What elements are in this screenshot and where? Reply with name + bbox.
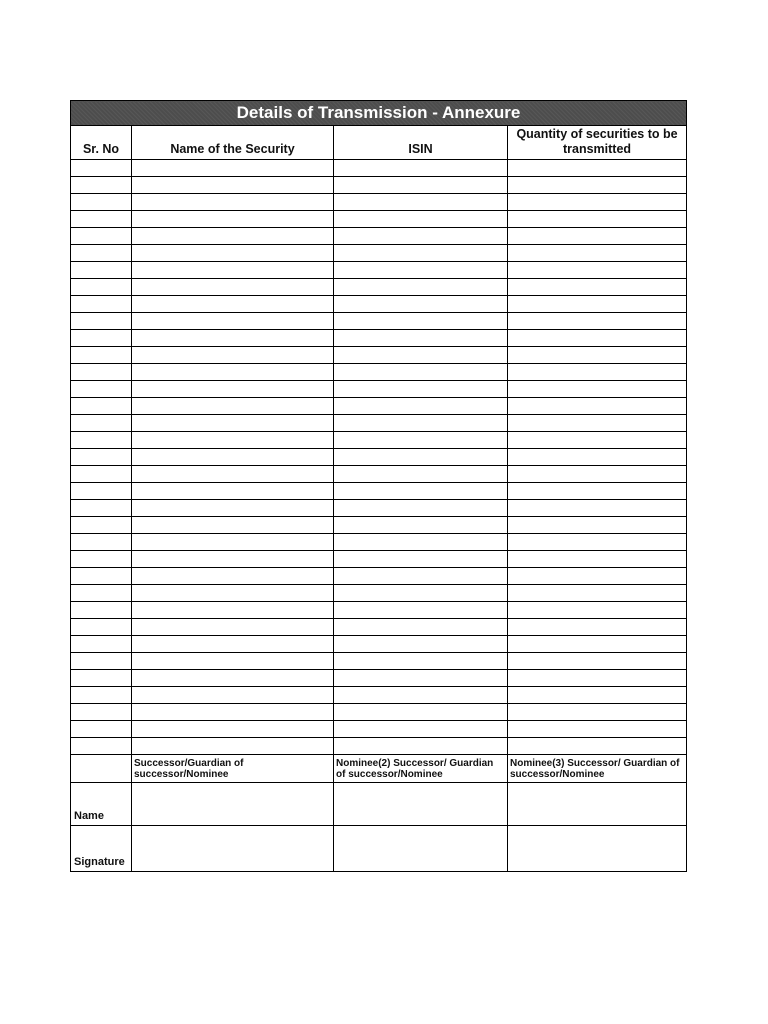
isin-cell[interactable] — [334, 517, 508, 534]
quantity-cell[interactable] — [508, 330, 687, 347]
security-name-cell[interactable] — [132, 636, 334, 653]
quantity-cell[interactable] — [508, 670, 687, 687]
security-name-cell[interactable] — [132, 432, 334, 449]
security-name-cell[interactable] — [132, 330, 334, 347]
security-name-cell[interactable] — [132, 177, 334, 194]
isin-cell[interactable] — [334, 483, 508, 500]
sr-no-cell[interactable] — [71, 347, 132, 364]
name-field-nominee-2[interactable] — [334, 783, 508, 826]
security-name-cell[interactable] — [132, 211, 334, 228]
table-row — [71, 262, 687, 279]
sr-no-cell[interactable] — [71, 245, 132, 262]
table-row — [71, 687, 687, 704]
quantity-cell[interactable] — [508, 500, 687, 517]
table-row — [71, 721, 687, 738]
isin-cell[interactable] — [334, 449, 508, 466]
sr-no-cell[interactable] — [71, 704, 132, 721]
sr-no-cell[interactable] — [71, 194, 132, 211]
quantity-cell[interactable] — [508, 449, 687, 466]
quantity-cell[interactable] — [508, 517, 687, 534]
security-name-cell[interactable] — [132, 262, 334, 279]
signatory-header-nominee-2: Nominee(2) Successor/ Guardian of successor/Nominee — [334, 755, 508, 783]
sr-no-cell[interactable] — [71, 160, 132, 177]
sr-no-cell[interactable] — [71, 330, 132, 347]
quantity-cell[interactable] — [508, 619, 687, 636]
table-row — [71, 313, 687, 330]
security-name-cell[interactable] — [132, 449, 334, 466]
signature-label: Signature — [71, 826, 132, 872]
table-row — [71, 415, 687, 432]
security-name-cell[interactable] — [132, 738, 334, 755]
table-row — [71, 602, 687, 619]
table-row — [71, 500, 687, 517]
table-title: Details of Transmission - Annexure — [71, 101, 687, 126]
sr-no-cell[interactable] — [71, 738, 132, 755]
security-name-cell[interactable] — [132, 364, 334, 381]
table-row — [71, 364, 687, 381]
quantity-cell[interactable] — [508, 415, 687, 432]
isin-cell[interactable] — [334, 738, 508, 755]
quantity-cell[interactable] — [508, 398, 687, 415]
table-row — [71, 432, 687, 449]
sr-no-cell[interactable] — [71, 466, 132, 483]
quantity-cell[interactable] — [508, 228, 687, 245]
sr-no-cell[interactable] — [71, 211, 132, 228]
name-row — [71, 783, 687, 826]
isin-cell[interactable] — [334, 313, 508, 330]
column-header-sr-no: Sr. No — [71, 126, 132, 160]
isin-cell[interactable] — [334, 619, 508, 636]
table-row — [71, 517, 687, 534]
table-row — [71, 296, 687, 313]
sr-no-cell[interactable] — [71, 262, 132, 279]
quantity-cell[interactable] — [508, 313, 687, 330]
security-name-cell[interactable] — [132, 347, 334, 364]
sr-no-cell[interactable] — [71, 517, 132, 534]
security-name-cell[interactable] — [132, 279, 334, 296]
security-name-cell[interactable] — [132, 704, 334, 721]
sr-no-cell[interactable] — [71, 483, 132, 500]
isin-cell[interactable] — [334, 330, 508, 347]
signature-field-nominee-3[interactable] — [508, 826, 687, 872]
sr-no-cell[interactable] — [71, 670, 132, 687]
sr-no-cell[interactable] — [71, 568, 132, 585]
security-name-cell[interactable] — [132, 687, 334, 704]
name-label: Name — [71, 783, 132, 826]
isin-cell[interactable] — [334, 687, 508, 704]
name-field-nominee-3[interactable] — [508, 783, 687, 826]
table-row — [71, 347, 687, 364]
quantity-cell[interactable] — [508, 262, 687, 279]
transmission-annexure-table — [70, 100, 687, 872]
sr-no-cell[interactable] — [71, 398, 132, 415]
security-name-cell[interactable] — [132, 585, 334, 602]
table-row — [71, 619, 687, 636]
table-row — [71, 228, 687, 245]
column-header-quantity: Quantity of securities to be transmitted — [508, 126, 687, 160]
security-name-cell[interactable] — [132, 534, 334, 551]
quantity-cell[interactable] — [508, 194, 687, 211]
isin-cell[interactable] — [334, 211, 508, 228]
security-name-cell[interactable] — [132, 466, 334, 483]
table-row — [71, 466, 687, 483]
quantity-cell[interactable] — [508, 636, 687, 653]
isin-cell[interactable] — [334, 381, 508, 398]
isin-cell[interactable] — [334, 279, 508, 296]
security-name-cell[interactable] — [132, 619, 334, 636]
quantity-cell[interactable] — [508, 483, 687, 500]
isin-cell[interactable] — [334, 177, 508, 194]
isin-cell[interactable] — [334, 364, 508, 381]
table-row — [71, 330, 687, 347]
signatory-header-row — [71, 755, 687, 783]
isin-cell[interactable] — [334, 602, 508, 619]
security-name-cell[interactable] — [132, 551, 334, 568]
security-name-cell[interactable] — [132, 194, 334, 211]
quantity-cell[interactable] — [508, 466, 687, 483]
sr-no-cell[interactable] — [71, 687, 132, 704]
security-name-cell[interactable] — [132, 381, 334, 398]
table-row — [71, 194, 687, 211]
table-row — [71, 483, 687, 500]
quantity-cell[interactable] — [508, 653, 687, 670]
table-row — [71, 551, 687, 568]
quantity-cell[interactable] — [508, 347, 687, 364]
security-name-cell[interactable] — [132, 228, 334, 245]
table-row — [71, 738, 687, 755]
security-name-cell[interactable] — [132, 721, 334, 738]
isin-cell[interactable] — [334, 194, 508, 211]
sr-no-cell[interactable] — [71, 415, 132, 432]
quantity-cell[interactable] — [508, 602, 687, 619]
sr-no-cell[interactable] — [71, 364, 132, 381]
isin-cell[interactable] — [334, 466, 508, 483]
quantity-cell[interactable] — [508, 245, 687, 262]
isin-cell[interactable] — [334, 500, 508, 517]
table-row — [71, 636, 687, 653]
security-name-cell[interactable] — [132, 517, 334, 534]
table-row — [71, 449, 687, 466]
quantity-cell[interactable] — [508, 551, 687, 568]
isin-cell[interactable] — [334, 415, 508, 432]
quantity-cell[interactable] — [508, 381, 687, 398]
isin-cell[interactable] — [334, 670, 508, 687]
name-field-successor[interactable] — [132, 783, 334, 826]
sr-no-cell[interactable] — [71, 653, 132, 670]
isin-cell[interactable] — [334, 228, 508, 245]
quantity-cell[interactable] — [508, 296, 687, 313]
sr-no-cell[interactable] — [71, 279, 132, 296]
table-row — [71, 585, 687, 602]
signatory-header-blank — [71, 755, 132, 783]
isin-cell[interactable] — [334, 347, 508, 364]
security-name-cell[interactable] — [132, 398, 334, 415]
quantity-cell[interactable] — [508, 160, 687, 177]
table-row — [71, 670, 687, 687]
isin-cell[interactable] — [334, 551, 508, 568]
security-name-cell[interactable] — [132, 483, 334, 500]
table-row — [71, 568, 687, 585]
isin-cell[interactable] — [334, 704, 508, 721]
table-row — [71, 534, 687, 551]
sr-no-cell[interactable] — [71, 636, 132, 653]
sr-no-cell[interactable] — [71, 500, 132, 517]
isin-cell[interactable] — [334, 568, 508, 585]
table-row — [71, 211, 687, 228]
sr-no-cell[interactable] — [71, 534, 132, 551]
quantity-cell[interactable] — [508, 721, 687, 738]
quantity-cell[interactable] — [508, 568, 687, 585]
table-row — [71, 704, 687, 721]
table-row — [71, 653, 687, 670]
isin-cell[interactable] — [334, 262, 508, 279]
sr-no-cell[interactable] — [71, 449, 132, 466]
security-name-cell[interactable] — [132, 670, 334, 687]
sr-no-cell[interactable] — [71, 381, 132, 398]
quantity-cell[interactable] — [508, 534, 687, 551]
security-name-cell[interactable] — [132, 245, 334, 262]
quantity-cell[interactable] — [508, 364, 687, 381]
quantity-cell[interactable] — [508, 279, 687, 296]
security-name-cell[interactable] — [132, 160, 334, 177]
signatory-header-successor: Successor/Guardian of successor/Nominee — [132, 755, 334, 783]
security-name-cell[interactable] — [132, 296, 334, 313]
column-header-security-name: Name of the Security — [132, 126, 334, 160]
column-header-isin: ISIN — [334, 126, 508, 160]
isin-cell[interactable] — [334, 721, 508, 738]
sr-no-cell[interactable] — [71, 721, 132, 738]
sr-no-cell[interactable] — [71, 296, 132, 313]
quantity-cell[interactable] — [508, 738, 687, 755]
table-row — [71, 279, 687, 296]
isin-cell[interactable] — [334, 296, 508, 313]
table-row — [71, 245, 687, 262]
sr-no-cell[interactable] — [71, 432, 132, 449]
sr-no-cell[interactable] — [71, 228, 132, 245]
table-row — [71, 177, 687, 194]
sr-no-cell[interactable] — [71, 177, 132, 194]
security-name-cell[interactable] — [132, 500, 334, 517]
sr-no-cell[interactable] — [71, 313, 132, 330]
table-row — [71, 381, 687, 398]
security-name-cell[interactable] — [132, 568, 334, 585]
quantity-cell[interactable] — [508, 177, 687, 194]
quantity-cell[interactable] — [508, 687, 687, 704]
sr-no-cell[interactable] — [71, 602, 132, 619]
signature-field-nominee-2[interactable] — [334, 826, 508, 872]
isin-cell[interactable] — [334, 432, 508, 449]
quantity-cell[interactable] — [508, 585, 687, 602]
isin-cell[interactable] — [334, 585, 508, 602]
quantity-cell[interactable] — [508, 211, 687, 228]
column-header-row — [71, 126, 687, 160]
signatory-header-nominee-3: Nominee(3) Successor/ Guardian of successor/Nominee — [508, 755, 687, 783]
quantity-cell[interactable] — [508, 432, 687, 449]
sr-no-cell[interactable] — [71, 619, 132, 636]
isin-cell[interactable] — [334, 398, 508, 415]
isin-cell[interactable] — [334, 534, 508, 551]
table-row — [71, 160, 687, 177]
security-name-cell[interactable] — [132, 415, 334, 432]
sr-no-cell[interactable] — [71, 585, 132, 602]
signature-row — [71, 826, 687, 872]
isin-cell[interactable] — [334, 160, 508, 177]
isin-cell[interactable] — [334, 653, 508, 670]
table-row — [71, 398, 687, 415]
security-name-cell[interactable] — [132, 602, 334, 619]
isin-cell[interactable] — [334, 636, 508, 653]
isin-cell[interactable] — [334, 245, 508, 262]
security-name-cell[interactable] — [132, 313, 334, 330]
sr-no-cell[interactable] — [71, 551, 132, 568]
quantity-cell[interactable] — [508, 704, 687, 721]
signature-field-successor[interactable] — [132, 826, 334, 872]
security-name-cell[interactable] — [132, 653, 334, 670]
